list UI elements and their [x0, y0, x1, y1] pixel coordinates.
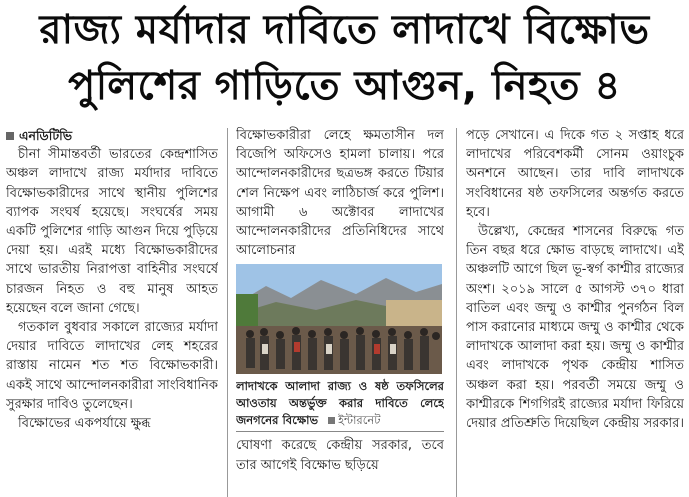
paragraph: বিক্ষোভের একপর্যায়ে ক্ষুব্ধ [18, 416, 151, 432]
article-column-2 [236, 126, 444, 497]
byline-square-icon [6, 132, 14, 140]
article-column-1 [6, 126, 218, 497]
headline-line-2: পুলিশের গাড়িতে আগুন, নিহত ৪ [68, 63, 621, 109]
article-column-3 [466, 126, 684, 497]
column-divider [227, 128, 228, 497]
byline-source: এনডিটিভি [19, 128, 73, 143]
protest-photo [236, 264, 442, 374]
credit-square-icon [328, 417, 335, 424]
byline [6, 126, 218, 145]
headline-line-1: রাজ্য মর্যাদার দাবিতে লাদাখে বিক্ষোভ [39, 7, 650, 53]
caption-text: লাদাখকে আলাদা রাজ্য ও ষষ্ঠ তফসিলের আওতায় অন্তর্ভুক্ত করার দাবিতে লেহে জনগনের বিক্ষোভ [236, 379, 444, 428]
paragraph: চীনা সীমান্তবর্তী ভারতের কেন্দ্রশাসিত অঞ্চল লাদাখে রাজ্য মর্যাদার দাবিতে বিক্ষোভকারীদের সাথে স্থানীয় পুলিশের ব্যাপক সংঘর্ষ হয়েছে। সংঘর্ষের সময় একটি পুলিশের গাড়ি আগুন দিয়ে পুড়িয়ে দেয়া হয়। এরই মধ্যে বিক্ষোভকারীদের সাথে ভারতীয় নিরাপত্তা বাহিনীর সংঘর্ষে চারজন নিহত ও বহু মানুষ আহত হয়েছেন বলে জানা গেছে। [6, 147, 218, 316]
photo-caption [236, 378, 444, 432]
paragraph: গতকাল বুধবার সকালে রাজ্যের মর্যাদা দেয়ার দাবিতে লাদাখের লেহ শহরের রাস্তায় নামেন শত শত বিক্ষোভকারী। একই সাথে আন্দোলনকারীরা সাংবিধানিক সুরক্ষার দাবিও তুলেছেন। [6, 320, 218, 412]
paragraph: বিক্ষোভকারীরা লেহে ক্ষমতাসীন দল বিজেপি অফিসেও হামলা চালায়। পরে আন্দোলনকারীদের ছত্রভঙ্গ করতে টিয়ার শেল নিক্ষেপ এবং লাঠিচার্জ করে পুলিশ। আগামী ৬ অক্টোবর লাদাখের আন্দোলনকারীদের প্রতিনিধিদের সাথে আলোচনার [236, 128, 444, 259]
paragraph: পড়ে সেখানে। এ দিকে গত ২ সপ্তাহ ধরে লাদাখের পরিবেশকর্মী সোনম ওয়াংচুক অনশনে আছেন। তার দাবি লাদাখকে সংবিধানের ষষ্ঠ তফসিলের অন্তর্গত করতে হবে। [466, 128, 684, 220]
paragraph: ঘোষণা করেছে কেন্দ্রীয় সরকার, তবে তার আগেই বিক্ষোভ ছড়িয়ে [236, 438, 444, 473]
paragraph: উল্লেখ্য, কেন্দ্রের শাসনের বিরুদ্ধে গত তিন বছর ধরে ক্ষোভ বাড়ছে লাদাখে। এই অঞ্চলটি আগে ছিল ভূ-স্বর্গ কাশ্মীর রাজ্যের অংশ। ২০১৯ সালে ৫ আগস্ট ৩৭০ ধারা বাতিল এবং জম্মু ও কাশ্মীর পুনর্গঠন বিল পাস করানোর মাধ্যমে জম্মু ও কাশ্মীর থেকে লাদাখকে আলাদা করা হয়। জম্মু ও কাশ্মীর এবং লাদাখকে পৃথক কেন্দ্রীয় শাসিত অঞ্চল করা হয়। পরবর্তী সময়ে জম্মু ও কাশ্মীরকে শিগগিরই রাজ্যের মর্যাদা ফিরিয়ে দেয়ার প্রতিশ্রুতি দিয়েছিল কেন্দ্রীয় সরকার। [466, 224, 684, 432]
column-divider [456, 128, 457, 497]
caption-credit: ইন্টারনেট [338, 413, 381, 428]
